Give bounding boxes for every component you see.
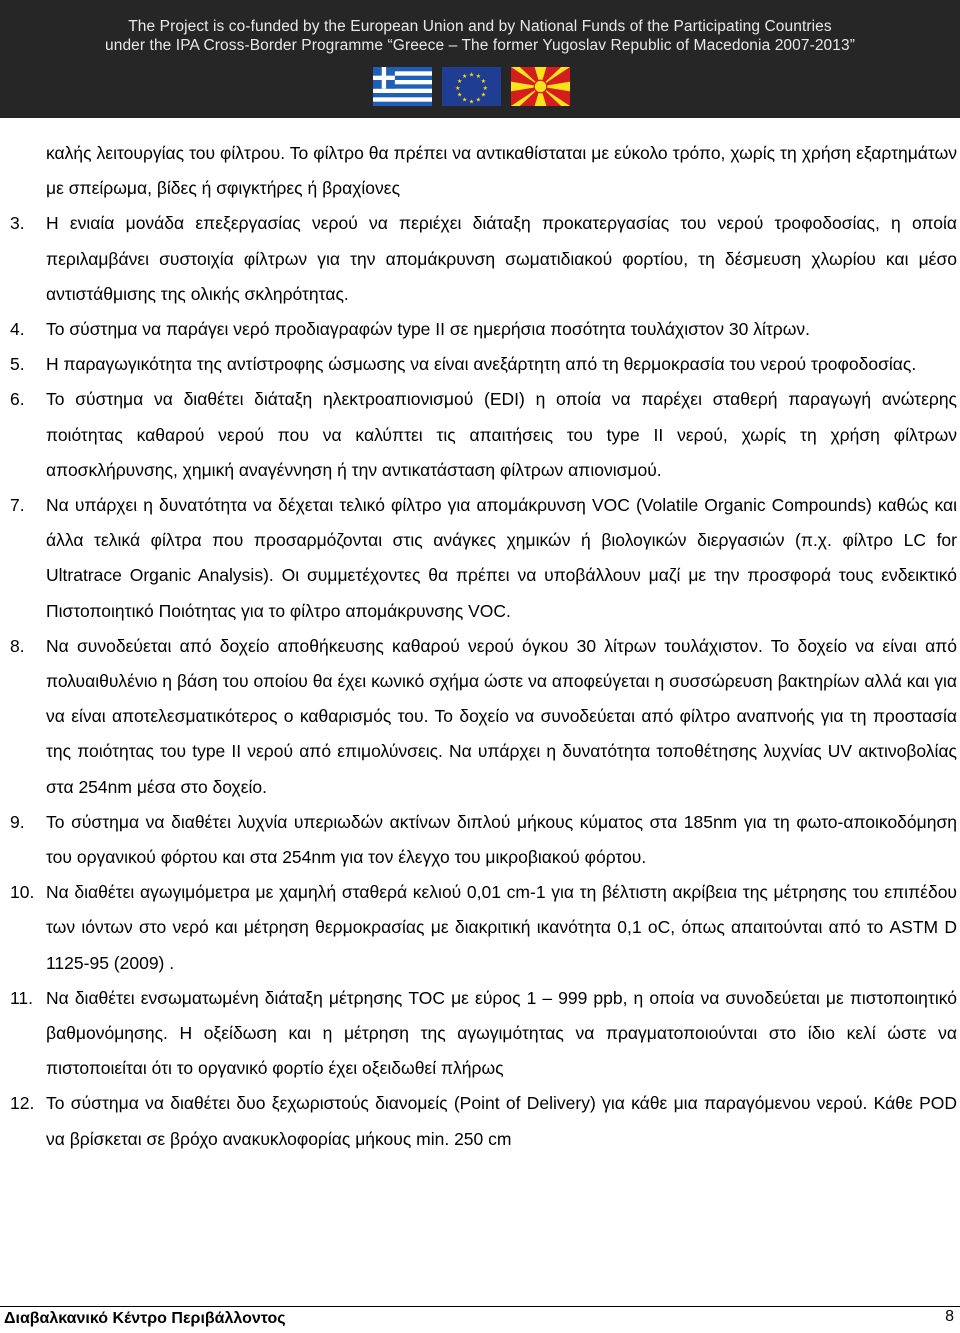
svg-text:★: ★ [480,92,487,99]
svg-text:★: ★ [456,79,463,86]
list-item-number: 12. [10,1093,35,1114]
list-item [0,981,960,1087]
list-item-text: Να διαθέτει αγωγιμόμετρα με χαμηλή σταθερά κελιού 0,01 cm-1 για τη βέλτιστη ακρίβεια της μέτρησης του επιπέδου των ιόντων στο νερό και μέτρηση θερμοκρασίας με διακριτική ικανότητα 0,1 oC, όπως απαιτούνται από το ASTM D 1125-95 (2009) . [46,882,957,973]
svg-text:★: ★ [456,92,463,99]
funding-statement-line-2: under the IPA Cross-Border Programme “Greece – The former Yugoslav Republic of Macedonia 2007-2013” [105,37,855,54]
list-item [0,382,960,488]
greece-flag-icon [373,67,432,106]
list-item-number: 5. [10,354,25,375]
list-item-text: Το σύστημα να διαθέτει δυο ξεχωριστούς διανομείς (Point of Delivery) για κάθε μια παραγόμενου νερού. Κάθε POD να βρίσκεται σε βρόχο ανακυκλοφορίας μήκους min. 250 cm [46,1093,957,1149]
list-item [0,1086,960,1156]
list-item-number: 9. [10,811,25,832]
list-item-text: Να υπάρχει η δυνατότητα να δέχεται τελικό φίλτρο για απομάκρυνση VOC (Volatile Organic Compounds) καθώς και άλλα τελικά φίλτρα που προσαρμόζονται στις ανάγκες χημικών ή βιολογικών διεργασιών (π.χ. φίλτρο LC for Ultratrace Organic Analysis). Οι συμμετέχοντες θα πρέπει να υποβάλλουν μαζί με την προσφορά τους ενδεικτικό Πιστοποιητικό Ποιότητας για το φίλτρο απομάκρυνσης VOC. [46,495,957,621]
list-item-number: 7. [10,495,25,516]
list-item-number: 11. [10,987,34,1008]
funding-banner [0,0,960,118]
macedonia-flag-icon [511,67,570,106]
list-item [0,488,960,629]
list-item [0,312,960,347]
svg-text:★: ★ [455,85,461,92]
footer-divider [0,1306,960,1307]
list-item-number: 8. [10,635,25,656]
list-item-text: Το σύστημα να διαθέτει διάταξη ηλεκτροαπιονισμού (EDI) η οποία να παρέχει σταθερή παραγωγή ανώτερης ποιότητας καθαρού νερού που να καλύπτει τις απαιτήσεις του type II νερού, χωρίς τη χρήση φίλτρων αποσκλήρυνσης, χημική αναγέννηση ή την αντικατάσταση φίλτρων απιονισμού. [46,389,957,480]
list-item-text: Να συνοδεύεται από δοχείο αποθήκευσης καθαρού νερού όγκου 30 λίτρων τουλάχιστον. Το δοχείο να είναι από πολυαιθυλένιο η βάση του οποίου θα έχει κωνικό σχήμα ώστε να αποφεύγεται η συσσώρευση βακτηρίων αλλά και για να είναι αποτελεσματικότερος ο καθαρισμός του. Το δοχείο να συνοδεύεται από φίλτρο αναπνοής για τη προστασία της ποιότητας του type II νερού από επιμολύνσεις. Να υπάρχει η δυνατότητα τοποθέτησης λυχνίας UV ακτινοβολίας στα 254nm μέσα στο δοχείο. [46,635,957,797]
continuation-paragraph: καλής λειτουργίας του φίλτρου. Το φίλτρο θα πρέπει να αντικαθίσταται με εύκολο τρόπο, χωρίς τη χρήση εξαρτημάτων με σπείρωμα, βίδες ή σφιγκτήρες ή βραχίονες [46,143,957,199]
list-item-number: 4. [10,319,25,340]
list-item-number: 3. [10,213,25,234]
svg-text:★: ★ [468,99,475,106]
list-item [0,206,960,312]
svg-text:★: ★ [468,72,475,79]
svg-text:★: ★ [482,85,488,92]
page-number: 8 [945,1308,954,1325]
funding-statement-line-1: The Project is co-funded by the European Union and by National Funds of the Participating Countries [128,18,832,35]
svg-text:★: ★ [461,74,468,81]
list-item-text: Η παραγωγικότητα της αντίστροφης ώσμωσης να είναι ανεξάρτητη από τη θερμοκρασία του νερού τροφοδοσίας. [46,354,917,375]
svg-text:★: ★ [461,97,468,104]
svg-text:★: ★ [475,74,482,81]
list-item-text: Να διαθέτει ενσωματωμένη διάταξη μέτρησης TOC με εύρος 1 – 999 ppb, η οποία να συνοδεύεται με πιστοποιητικό βαθμονόμησης. Η οξείδωση και η μέτρηση της αγωγιμότητας να πραγματοποιούνται στο ίδιο κελί ώστε να πιστοποιείται ότι το οργανικό φορτίο έχει οξειδωθεί πλήρως [46,987,957,1079]
list-item [0,347,960,382]
svg-text:★: ★ [480,79,487,86]
document-body [0,136,960,1157]
footer-organization: Διαβαλκανικό Κέντρο Περιβάλλοντος [4,1310,286,1327]
list-item [0,875,960,981]
svg-text:★: ★ [475,97,482,104]
list-item [0,629,960,805]
eu-flag-icon [442,67,501,106]
list-item [0,805,960,875]
list-item-text: Η ενιαία μονάδα επεξεργασίας νερού να περιέχει διάταξη προκατεργασίας του νερού τροφοδοσίας, η οποία περιλαμβάνει συστοιχία φίλτρων για την απομάκρυνση σωματιδιακού φορτίου, τη δέσμευση χλωρίου και μέσο αντιστάθμισης της ολικής σκληρότητας. [46,213,957,304]
list-item-number: 6. [10,389,25,410]
list-item-number: 10. [10,882,35,903]
list-item-text: Το σύστημα να διαθέτει λυχνία υπεριωδών ακτίνων διπλού μήκους κύματος στα 185nm για τη φωτο-αποικοδόμηση του οργανικού φόρτου και στα 254nm για τον έλεγχο του μικροβιακού φόρτου. [46,811,957,868]
list-item-text: Το σύστημα να παράγει νερό προδιαγραφών type II σε ημερήσια ποσότητα τουλάχιστον 30 λίτρων. [46,319,811,340]
